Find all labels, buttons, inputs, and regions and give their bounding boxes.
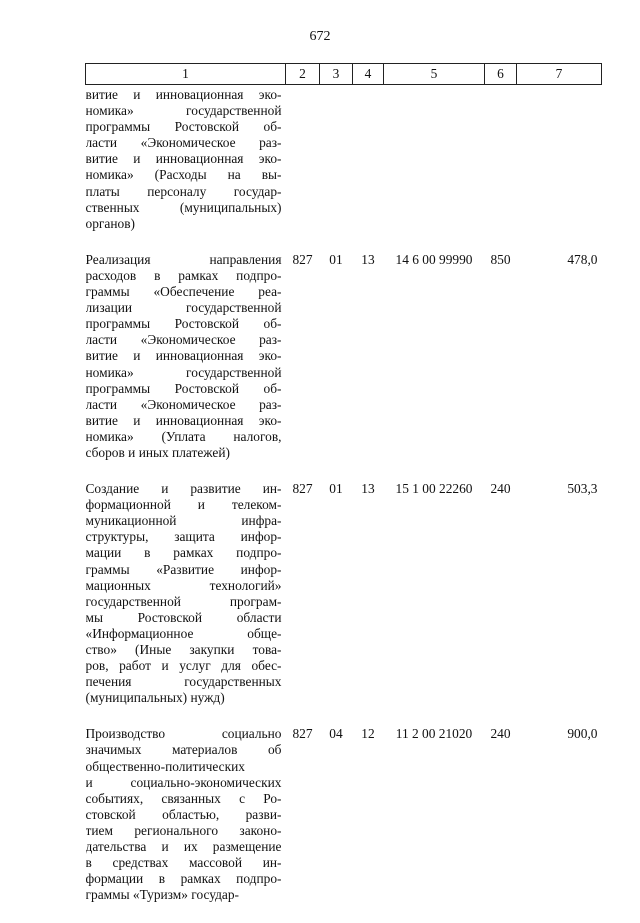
description-line: и социально-экономических bbox=[86, 775, 282, 791]
table-row bbox=[86, 481, 602, 726]
target-article-code: 11 2 00 21020 bbox=[384, 726, 485, 923]
section-code: 01 bbox=[320, 252, 353, 481]
description-line: витие и инновационная эко- bbox=[86, 413, 282, 429]
description-line: граммы «Туризм» государ- bbox=[86, 887, 282, 903]
description-line: витие и инновационная эко- bbox=[86, 151, 282, 167]
row-description bbox=[86, 85, 286, 252]
subsection-code: 13 bbox=[353, 481, 384, 726]
amount-value: 478,0 bbox=[517, 252, 602, 481]
column-header-4: 4 bbox=[353, 64, 384, 85]
description-line: органов) bbox=[86, 216, 282, 232]
description-line: муникационной инфра- bbox=[86, 513, 282, 529]
amount-value: 900,0 bbox=[517, 726, 602, 923]
description-line: (муниципальных) нужд) bbox=[86, 690, 282, 706]
description-line: номика» (Расходы на вы- bbox=[86, 167, 282, 183]
description-line: номика» (Уплата налогов, bbox=[86, 429, 282, 445]
section-code: 01 bbox=[320, 481, 353, 726]
table-row bbox=[86, 726, 602, 923]
amount-value: 503,3 bbox=[517, 481, 602, 726]
table-row bbox=[86, 252, 602, 481]
ministry-code: 827 bbox=[286, 252, 320, 481]
column-header-6: 6 bbox=[485, 64, 517, 85]
section-code bbox=[320, 85, 353, 252]
description-line: платы персоналу государ- bbox=[86, 184, 282, 200]
ministry-code: 827 bbox=[286, 481, 320, 726]
description-line: структуры, защита инфор- bbox=[86, 529, 282, 545]
description-line: тием регионального законо- bbox=[86, 823, 282, 839]
table-row bbox=[86, 85, 602, 252]
description-line: мации в рамках подпро- bbox=[86, 545, 282, 561]
column-header-7: 7 bbox=[517, 64, 602, 85]
description-line: стовской областью, разви- bbox=[86, 807, 282, 823]
expense-type-code: 240 bbox=[485, 481, 517, 726]
description-line: формации в рамках подпро- bbox=[86, 871, 282, 887]
description-line: номика» государственной bbox=[86, 103, 282, 119]
expense-type-code bbox=[485, 85, 517, 252]
description-line: витие и инновационная эко- bbox=[86, 87, 282, 103]
budget-table bbox=[85, 63, 602, 923]
description-line: дательства и их размещение bbox=[86, 839, 282, 855]
description-line: расходов в рамках подпро- bbox=[86, 268, 282, 284]
description-line: номика» государственной bbox=[86, 365, 282, 381]
description-line: ство» (Иные закупки това- bbox=[86, 642, 282, 658]
description-line: граммы «Обеспечение реа- bbox=[86, 284, 282, 300]
row-description bbox=[86, 481, 286, 726]
description-line: лизации государственной bbox=[86, 300, 282, 316]
column-header-2: 2 bbox=[286, 64, 320, 85]
description-line: формационной и телеком- bbox=[86, 497, 282, 513]
ministry-code bbox=[286, 85, 320, 252]
description-line: сборов и иных платежей) bbox=[86, 445, 282, 461]
description-line: ласти «Экономическое раз- bbox=[86, 397, 282, 413]
description-line: витие и инновационная эко- bbox=[86, 348, 282, 364]
section-code: 04 bbox=[320, 726, 353, 923]
subsection-code bbox=[353, 85, 384, 252]
description-line: программы Ростовской об- bbox=[86, 119, 282, 135]
description-line: в средствах массовой ин- bbox=[86, 855, 282, 871]
row-description bbox=[86, 252, 286, 481]
column-header-3: 3 bbox=[320, 64, 353, 85]
expense-type-code: 240 bbox=[485, 726, 517, 923]
description-line: Производство социально bbox=[86, 726, 282, 742]
subsection-code: 13 bbox=[353, 252, 384, 481]
description-line: ласти «Экономическое раз- bbox=[86, 332, 282, 348]
row-description bbox=[86, 726, 286, 923]
description-line: событиях, связанных с Ро- bbox=[86, 791, 282, 807]
expense-type-code: 850 bbox=[485, 252, 517, 481]
description-line: ласти «Экономическое раз- bbox=[86, 135, 282, 151]
description-line: «Информационное обще- bbox=[86, 626, 282, 642]
target-article-code bbox=[384, 85, 485, 252]
description-line: значимых материалов об bbox=[86, 742, 282, 758]
description-line: мационных технологий» bbox=[86, 578, 282, 594]
column-header-5: 5 bbox=[384, 64, 485, 85]
description-line: граммы «Развитие инфор- bbox=[86, 562, 282, 578]
description-line: государственной програм- bbox=[86, 594, 282, 610]
ministry-code: 827 bbox=[286, 726, 320, 923]
description-line: Создание и развитие ин- bbox=[86, 481, 282, 497]
amount-value bbox=[517, 85, 602, 252]
description-line: ственных (муниципальных) bbox=[86, 200, 282, 216]
table-header-row bbox=[86, 64, 602, 85]
target-article-code: 15 1 00 22260 bbox=[384, 481, 485, 726]
table-body bbox=[86, 85, 602, 923]
description-line: программы Ростовской об- bbox=[86, 316, 282, 332]
page-number: 672 bbox=[0, 29, 640, 45]
description-line: программы Ростовской об- bbox=[86, 381, 282, 397]
column-header-1: 1 bbox=[86, 64, 286, 85]
description-line: печения государственных bbox=[86, 674, 282, 690]
subsection-code: 12 bbox=[353, 726, 384, 923]
description-line: ров, работ и услуг для обес- bbox=[86, 658, 282, 674]
description-line: Реализация направления bbox=[86, 252, 282, 268]
description-line: общественно-политических bbox=[86, 759, 282, 775]
description-line: мы Ростовской области bbox=[86, 610, 282, 626]
target-article-code: 14 6 00 99990 bbox=[384, 252, 485, 481]
